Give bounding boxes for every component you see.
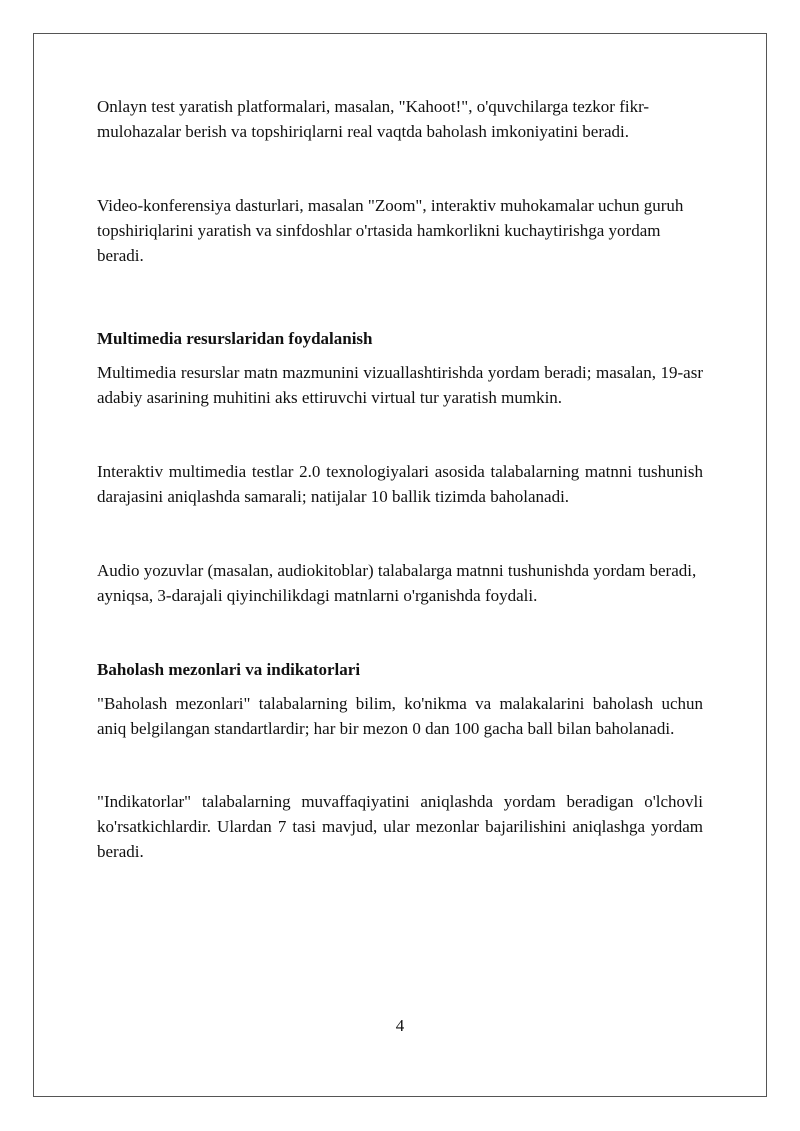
paragraph-indicators: "Indikatorlar" talabalarning muvaffaqiyatini aniqlashda yordam beradigan o'lchovli ko'rsatkichlardir. Ulardan 7 tasi mavjud, ular mezonlar bajarilishini aniqlashga yordam beradi.: [97, 792, 703, 861]
paragraph-assessment-criteria: "Baholash mezonlari" talabalarning bilim, ko'nikma va malakalarini baholash uchun aniq belgilangan standartlardir; har bir mezon 0 dan 100 gacha ball bilan baholanadi.: [97, 694, 703, 738]
heading-assessment-criteria: Baholash mezonlari va indikatorlari: [97, 660, 361, 679]
heading-multimedia-resources: Multimedia resurslaridan foydalanish: [97, 329, 373, 348]
paragraph-interactive-tests: Interaktiv multimedia testlar 2.0 texnologiyalari asosida talabalarning matnni tushunish darajasini aniqlashda samarali; natijalar 10 ballik tizimda baholanadi.: [97, 462, 703, 506]
paragraph-online-test-platforms: Onlayn test yaratish platformalari, masalan, "Kahoot!", o'quvchilarga tezkor fikr-mulohazalar berish va topshiriqlarni real vaqtda baholash imkoniyatini beradi.: [97, 97, 650, 141]
paragraph-audio-recordings: Audio yozuvlar (masalan, audiokitoblar) talabalarga matnni tushunishda yordam beradi, ayniqsa, 3-darajali qiyinchilikdagi matnlarni o'rganishda foydali.: [97, 561, 697, 605]
paragraph-multimedia-resources: Multimedia resurslar matn mazmunini vizuallashtirishda yordam beradi; masalan, 19-asr adabiy asarining muhitini aks ettiruvchi virtual tur yaratish mumkin.: [97, 363, 703, 407]
page-content: [97, 94, 703, 864]
paragraph-video-conference: Video-konferensiya dasturlari, masalan "Zoom", interaktiv muhokamalar uchun guruh topshiriqlarini yaratish va sinfdoshlar o'rtasida hamkorlikni kuchaytirishga yordam beradi.: [97, 196, 684, 265]
page-number: 4: [395, 1016, 405, 1035]
